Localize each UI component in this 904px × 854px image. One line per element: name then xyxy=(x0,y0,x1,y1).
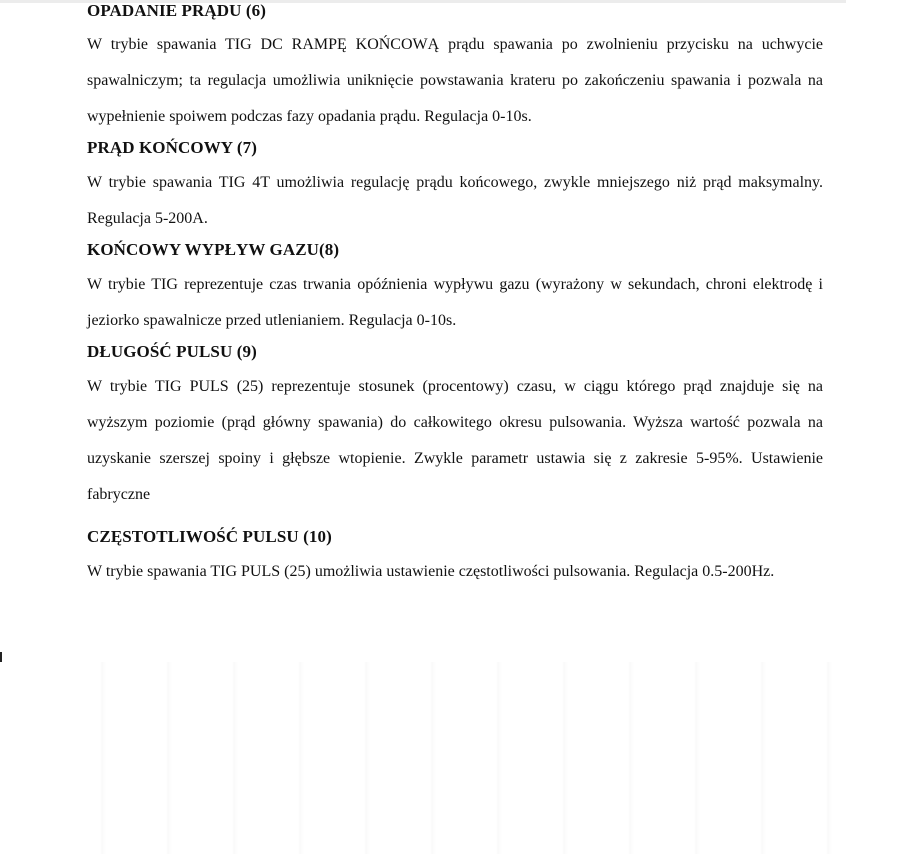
section-paragraph: W trybie spawania TIG DC RAMPĘ KOŃCOWĄ prądu spawania po zwolnieniu przycisku na uchwycie spawalniczym; ta regulacja umożliwia uniknięcie powstawania krateru po zakończeniu spawania i pozwala na wypełnienie spoiwem podczas fazy opadania prądu. Regulacja 0-10s. xyxy=(87,36,823,125)
section-heading: OPADANIE PRĄDU (6) xyxy=(87,1,267,20)
section-paragraph: W trybie TIG PULS (25) reprezentuje stosunek (procentowy) czasu, w ciągu którego prąd znajduje się na wyższym poziomie (prąd główny spawania) do całkowitego okresu pulsowania. Wyższa wartość pozwala na uzyskanie szerszej spoiny i głębsze wtopienie. Zwykle parametr ustawia się z zakresie 5-95%. Ustawienie fabryczne xyxy=(87,378,823,503)
section-paragraph: W trybie spawania TIG PULS (25) umożliwia ustawienie częstotliwości pulsowania. Regulacja 0.5-200Hz. xyxy=(87,563,775,580)
document-content xyxy=(87,0,823,590)
margin-mark xyxy=(0,652,2,662)
section-heading: KOŃCOWY WYPŁYW GAZU(8) xyxy=(87,240,340,259)
page-background-texture xyxy=(40,662,840,854)
section-post-gas-flow xyxy=(87,238,823,339)
section-heading: PRĄD KOŃCOWY (7) xyxy=(87,138,258,157)
section-pulse-width xyxy=(87,340,823,513)
section-paragraph: W trybie TIG reprezentuje czas trwania opóźnienia wypływu gazu (wyrażony w sekundach, chroni elektrodę i jeziorko spawalnicze przed utlenianiem. Regulacja 0-10s. xyxy=(87,276,823,329)
section-heading: CZĘSTOTLIWOŚĆ PULSU (10) xyxy=(87,527,332,546)
section-paragraph: W trybie spawania TIG 4T umożliwia regulację prądu końcowego, zwykle mniejszego niż prąd maksymalny. Regulacja 5-200A. xyxy=(87,174,823,227)
section-heading: DŁUGOŚĆ PULSU (9) xyxy=(87,342,257,361)
section-final-current xyxy=(87,136,823,237)
section-current-ramp-down xyxy=(87,0,823,135)
section-pulse-frequency xyxy=(87,525,823,590)
